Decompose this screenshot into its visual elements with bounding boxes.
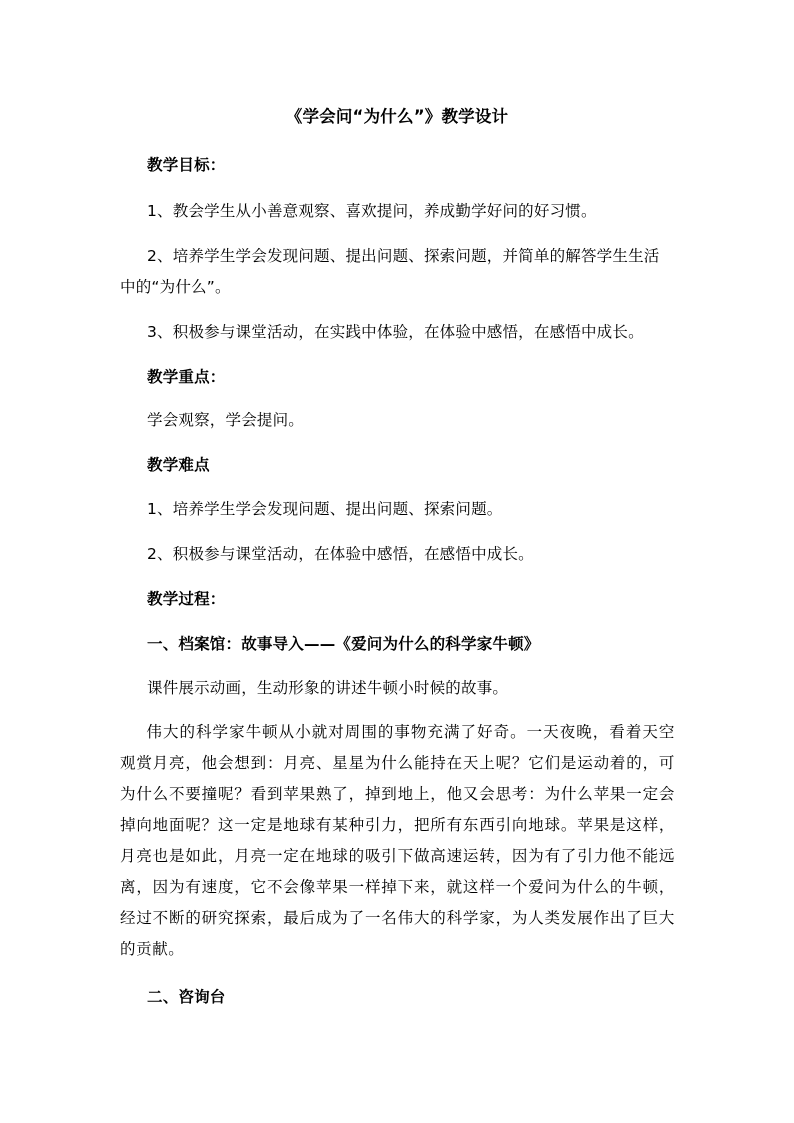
document-title: 《学会问“为什么”》教学设计: [285, 107, 509, 126]
difficulties-heading: 教学难点: [147, 456, 210, 474]
key-point-1: 学会观察，学会提问。: [147, 411, 305, 429]
section-2-heading: 二、咨询台: [147, 988, 226, 1006]
section-1-heading: 一、档案馆：故事导入——《爱问为什么的科学家牛顿》: [147, 635, 540, 653]
section-1-story-paragraph: [120, 717, 675, 965]
objective-1: 1、教会学生从小善意观察、喜欢提问，养成勤学好问的好习惯。: [147, 202, 597, 220]
objective-3: 3、积极参与课堂活动，在实践中体验，在体验中感悟，在感悟中成长。: [147, 323, 644, 341]
section-1-story: 伟大的科学家牛顿从小就对周围的事物充满了好奇。一天夜晚，看着天空观赏月亮，他会想到：月亮、星星为什么能持在天上呢？它们是运动着的，可为什么不要撞呢？看到苹果熟了，掉到地上，他又会思考：为什么苹果一定会掉向地面呢？这一定是地球有某种引力，把所有东西引向地球。苹果是这样，月亮也是如此，月亮一定在地球的吸引下做高速运转，因为有了引力他不能远离，因为有速度，它不会像苹果一样掉下来，就这样一个爱问为什么的牛顿，经过不断的研究探索，最后成为了一名伟大的科学家，为人类发展作出了巨大的贡献。: [120, 723, 675, 958]
section-1-intro: 课件展示动画，生动形象的讲述牛顿小时候的故事。: [147, 679, 509, 697]
objectives-heading: 教学目标：: [147, 156, 226, 174]
difficulty-2: 2、积极参与课堂活动，在体验中感悟，在感悟中成长。: [147, 545, 534, 563]
difficulty-1: 1、培养学生学会发现问题、提出问题、探索问题。: [147, 500, 503, 518]
objective-2-line-2: 中的“为什么”。: [120, 278, 231, 296]
objective-2-line-1: 2、培养学生学会发现问题、提出问题、探索问题，并简单的解答学生生活: [147, 247, 660, 265]
key-points-heading: 教学重点：: [147, 368, 226, 386]
process-heading: 教学过程：: [147, 590, 226, 608]
